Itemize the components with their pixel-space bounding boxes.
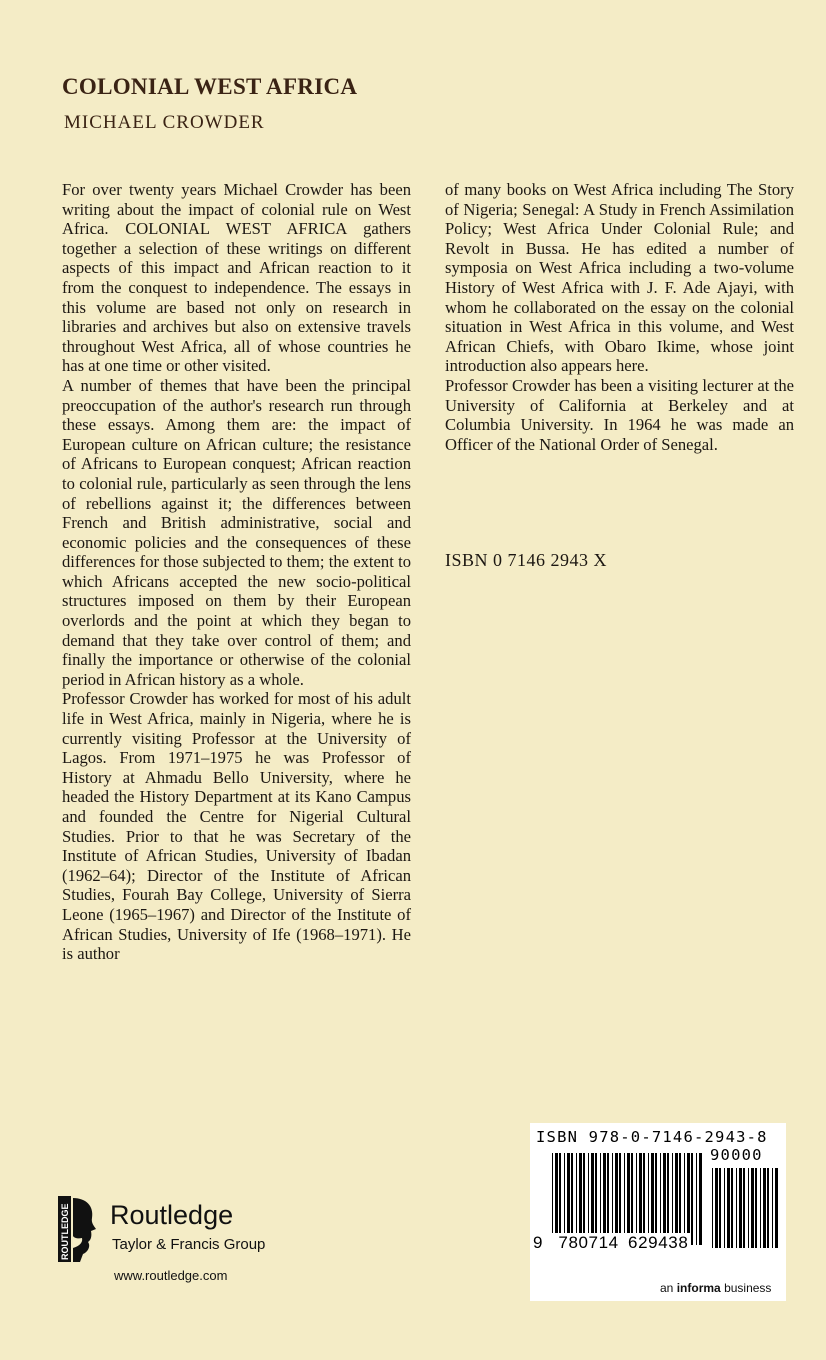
isbn-text: ISBN 0 7146 2943 X xyxy=(445,550,608,570)
publisher-logo xyxy=(58,1196,298,1266)
publisher-website: www.routledge.com xyxy=(114,1268,228,1283)
logo-side-text: ROUTLEDGE xyxy=(60,1203,70,1260)
informa-brand: informa xyxy=(676,1281,721,1295)
blurb-paragraph: of many books on West Africa including The Story of Nigeria; Senegal: A Study in French Assimilation Policy; West Africa Under Colonial Rule; and Revolt in Bussa. He has edited a number of symposia on West Africa including a two-volume History of West Africa with J. F. Ade Ajayi, with whom he collaborated on the essay on the colonial situation in West Africa in this volume, and West African Chiefs, with Obaro Ikime, whose joint introduction also appears here. xyxy=(445,180,794,376)
blurb-paragraph: For over twenty years Michael Crowder has been writing about the impact of colonial rule on West Africa. COLONIAL WEST AFRICA gathers together a selection of these writings on different aspects of this impact and African reaction to it from the conquest to independence. The essays in this volume are based not only on research in libraries and archives but also on extensive travels throughout West Africa, all of whose countries he has at one time or other visited. xyxy=(62,180,411,376)
book-title: COLONIAL WEST AFRICA xyxy=(62,74,358,99)
barcode-isbn-label: ISBN 978-0-7146-2943-8 xyxy=(536,1128,768,1146)
blurb-right-column xyxy=(445,180,794,454)
barcode-price-code: 90000 xyxy=(710,1146,763,1164)
barcode-digit-group-1: 780714 xyxy=(558,1233,619,1252)
publisher-group: Taylor & Francis Group xyxy=(112,1236,266,1253)
blurb-paragraph: Professor Crowder has worked for most of his adult life in West Africa, mainly in Nigeria, where he is currently visiting Professor at the University of Lagos. From 1971–1975 he was Professor of History at Ahmadu Bello University, where he headed the History Department at its Kano Campus and founded the Centre for Nigerial Cultural Studies. Prior to that he was Secretary of the Institute of African Studies, University of Ibadan (1962–64); Director of the Institute of African Studies, Fourah Bay College, University of Sierra Leone (1965–1967) and Director of the Institute of African Studies, University of Ife (1968–1971). He is author xyxy=(62,689,411,964)
book-author: MICHAEL CROWDER xyxy=(64,112,265,133)
informa-tagline xyxy=(660,1281,771,1295)
barcode-digits xyxy=(530,1233,691,1253)
informa-prefix: an xyxy=(660,1281,674,1295)
publisher-name: Routledge xyxy=(110,1200,234,1230)
routledge-head-icon xyxy=(58,1196,98,1262)
barcode-digit-group-2: 629438 xyxy=(628,1233,689,1252)
blurb-left-column xyxy=(62,180,411,964)
barcode-digit-first: 9 xyxy=(533,1233,544,1252)
barcode-box xyxy=(530,1123,786,1301)
informa-suffix: business xyxy=(724,1281,772,1295)
blurb-paragraph: Professor Crowder has been a visiting lecturer at the University of California at Berkeley and at Columbia University. In 1964 he was made an Officer of the National Order of Senegal. xyxy=(445,375,794,454)
blurb-paragraph: A number of themes that have been the principal preoccupation of the author's research run through these essays. Among them are: the impact of European culture on African culture; the resistance of Africans to European conquest; African reaction to colonial rule, particularly as seen through the lens of rebellions against it; the differences between French and British administrative, social and economic policies and the consequences of these differences for those subjected to them; the extent to which Africans accepted the new socio-political structures imposed on them by their European overlords and the point at which they began to demand that they take over control of them; and finally the importance or otherwise of the colonial period in African history as a whole. xyxy=(62,375,411,689)
